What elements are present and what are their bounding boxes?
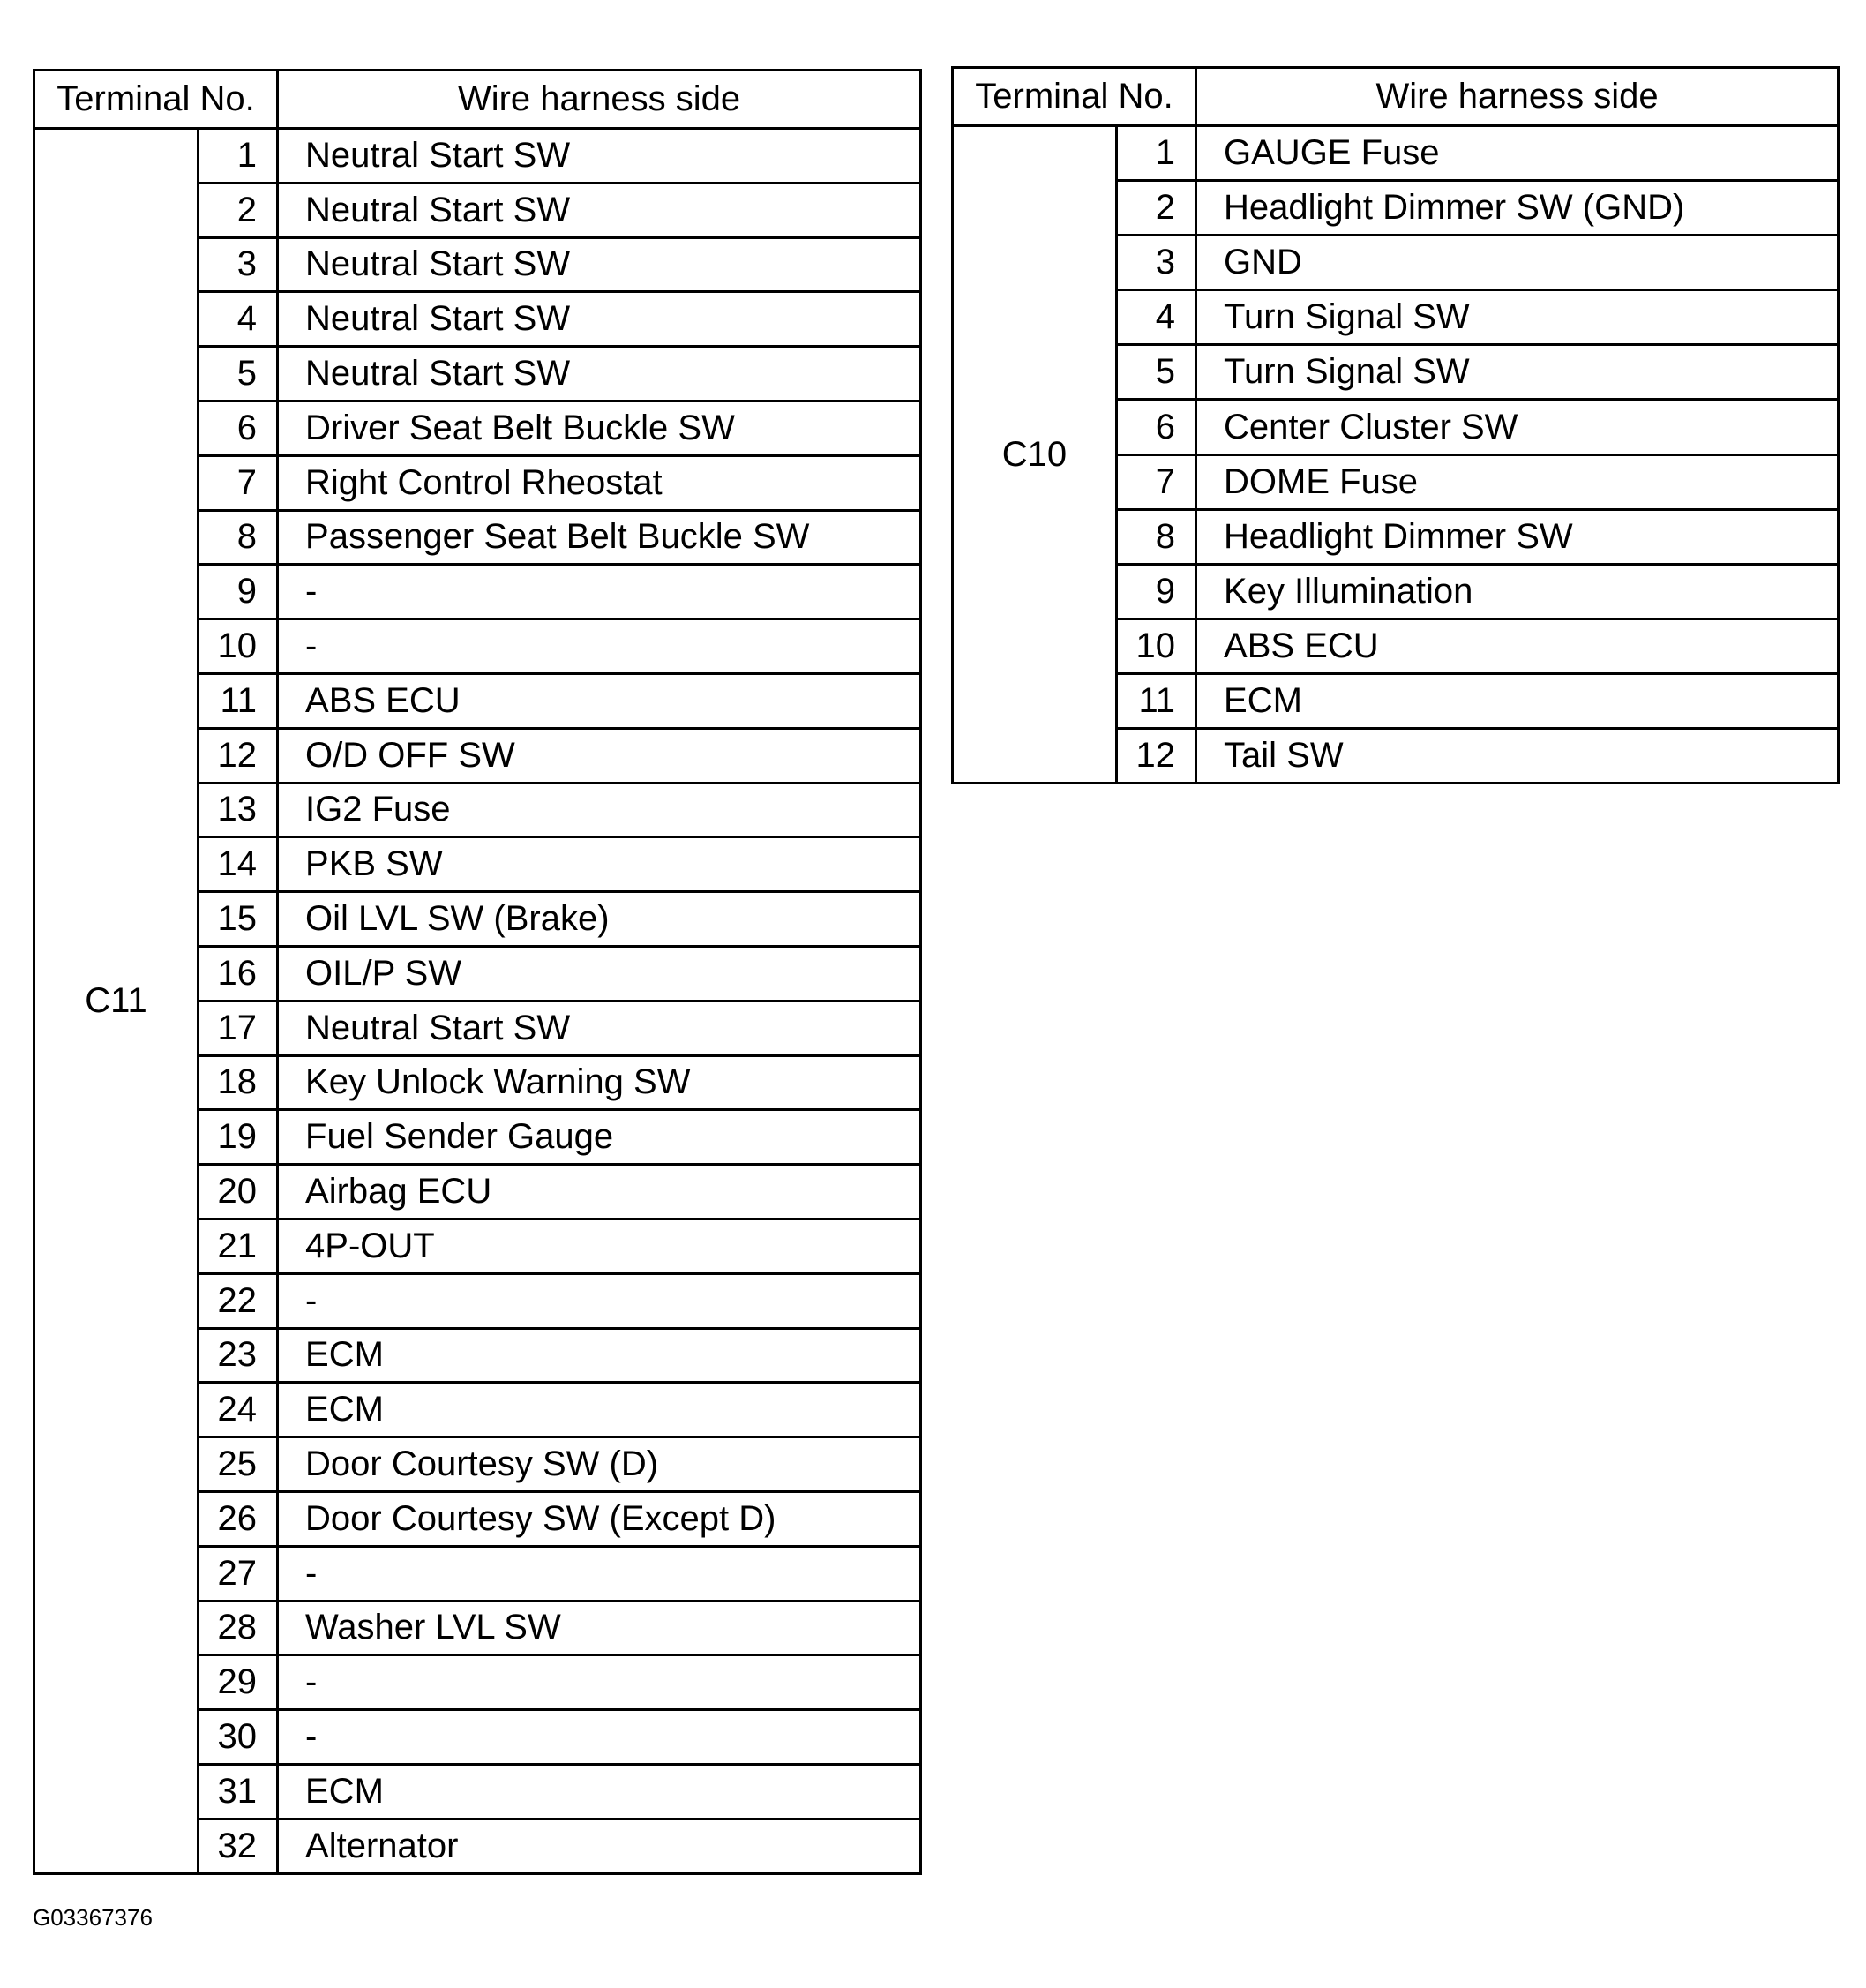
wire-harness-side-value: ABS ECU <box>1196 619 1839 673</box>
terminal-number: 3 <box>199 237 278 292</box>
wire-harness-side-value: Neutral Start SW <box>278 129 921 184</box>
wire-harness-side-value: O/D OFF SW <box>278 728 921 783</box>
terminal-number: 6 <box>1117 400 1196 454</box>
wire-harness-side-value: Neutral Start SW <box>278 237 921 292</box>
terminal-number: 23 <box>199 1328 278 1383</box>
header-wire-harness-side: Wire harness side <box>1196 68 1839 126</box>
wire-harness-side-value: Neutral Start SW <box>278 292 921 347</box>
terminal-number: 29 <box>199 1655 278 1710</box>
terminal-number: 7 <box>199 455 278 510</box>
wire-harness-side-value: Turn Signal SW <box>1196 290 1839 345</box>
header-terminal-no: Terminal No. <box>34 71 278 129</box>
wire-harness-side-value: Neutral Start SW <box>278 347 921 401</box>
terminal-number: 17 <box>199 1001 278 1055</box>
wire-harness-side-value: Headlight Dimmer SW (GND) <box>1196 181 1839 236</box>
figure-id: G03367376 <box>33 1904 153 1931</box>
wire-harness-side-value: Airbag ECU <box>278 1165 921 1219</box>
wire-harness-side-value: Oil LVL SW (Brake) <box>278 892 921 947</box>
terminal-number: 4 <box>199 292 278 347</box>
terminal-number: 15 <box>199 892 278 947</box>
wire-harness-side-value: - <box>278 1710 921 1765</box>
wire-harness-side-value: Fuel Sender Gauge <box>278 1110 921 1165</box>
wire-harness-side-value: Neutral Start SW <box>278 1001 921 1055</box>
connector-label: C10 <box>953 126 1117 784</box>
terminal-number: 22 <box>199 1273 278 1328</box>
terminal-number: 14 <box>199 837 278 892</box>
terminal-number: 10 <box>199 619 278 674</box>
wire-harness-side-value: Right Control Rheostat <box>278 455 921 510</box>
connector-label: C11 <box>34 129 199 1874</box>
wire-harness-side-value: IG2 Fuse <box>278 783 921 837</box>
terminal-number: 8 <box>1117 509 1196 564</box>
terminal-number: 24 <box>199 1383 278 1437</box>
wire-harness-side-value: Door Courtesy SW (Except D) <box>278 1491 921 1546</box>
terminal-number: 2 <box>199 183 278 237</box>
terminal-number: 9 <box>1117 564 1196 619</box>
table-row <box>34 129 921 184</box>
terminal-number: 12 <box>1117 729 1196 784</box>
wire-harness-side-value: Alternator <box>278 1819 921 1873</box>
wire-harness-side-value: Door Courtesy SW (D) <box>278 1437 921 1492</box>
terminal-number: 21 <box>199 1219 278 1273</box>
wire-harness-side-value: - <box>278 1546 921 1601</box>
terminal-number: 2 <box>1117 181 1196 236</box>
terminal-number: 11 <box>199 673 278 728</box>
wire-harness-side-value: Turn Signal SW <box>1196 345 1839 400</box>
wire-harness-side-value: ABS ECU <box>278 673 921 728</box>
wire-harness-side-value: - <box>278 1273 921 1328</box>
wire-harness-side-value: ECM <box>278 1383 921 1437</box>
wire-harness-side-value: - <box>278 1655 921 1710</box>
wire-harness-side-value: Headlight Dimmer SW <box>1196 509 1839 564</box>
terminal-number: 6 <box>199 401 278 455</box>
wire-harness-side-value: OIL/P SW <box>278 946 921 1001</box>
wire-harness-side-value: DOME Fuse <box>1196 454 1839 509</box>
terminal-number: 20 <box>199 1165 278 1219</box>
terminal-number: 32 <box>199 1819 278 1873</box>
terminal-table-c11 <box>33 69 922 1875</box>
wire-harness-side-value: Key Illumination <box>1196 564 1839 619</box>
terminal-number: 28 <box>199 1601 278 1655</box>
terminal-number: 8 <box>199 510 278 565</box>
wire-harness-side-value: GAUGE Fuse <box>1196 126 1839 181</box>
terminal-number: 4 <box>1117 290 1196 345</box>
wire-harness-side-value: - <box>278 619 921 674</box>
terminal-number: 7 <box>1117 454 1196 509</box>
terminal-number: 11 <box>1117 673 1196 728</box>
terminal-number: 1 <box>199 129 278 184</box>
terminal-number: 25 <box>199 1437 278 1492</box>
terminal-number: 19 <box>199 1110 278 1165</box>
wire-harness-side-value: Driver Seat Belt Buckle SW <box>278 401 921 455</box>
terminal-number: 1 <box>1117 126 1196 181</box>
terminal-number: 16 <box>199 946 278 1001</box>
header-terminal-no: Terminal No. <box>953 68 1196 126</box>
header-wire-harness-side: Wire harness side <box>278 71 921 129</box>
wire-harness-side-value: 4P-OUT <box>278 1219 921 1273</box>
wire-harness-side-value: Neutral Start SW <box>278 183 921 237</box>
terminal-number: 26 <box>199 1491 278 1546</box>
table-header-row <box>34 71 921 129</box>
wire-harness-side-value: Center Cluster SW <box>1196 400 1839 454</box>
terminal-table-c10 <box>951 66 1840 784</box>
terminal-number: 27 <box>199 1546 278 1601</box>
table-row <box>953 126 1839 181</box>
wire-harness-side-value: - <box>278 565 921 619</box>
terminal-number: 13 <box>199 783 278 837</box>
terminal-number: 3 <box>1117 236 1196 290</box>
terminal-number: 30 <box>199 1710 278 1765</box>
wire-harness-side-value: Key Unlock Warning SW <box>278 1055 921 1110</box>
wire-harness-side-value: Tail SW <box>1196 729 1839 784</box>
terminal-number: 18 <box>199 1055 278 1110</box>
terminal-number: 5 <box>1117 345 1196 400</box>
wire-harness-side-value: Passenger Seat Belt Buckle SW <box>278 510 921 565</box>
terminal-number: 10 <box>1117 619 1196 673</box>
wire-harness-side-value: ECM <box>1196 673 1839 728</box>
terminal-number: 5 <box>199 347 278 401</box>
wire-harness-side-value: Washer LVL SW <box>278 1601 921 1655</box>
terminal-number: 31 <box>199 1764 278 1819</box>
terminal-number: 9 <box>199 565 278 619</box>
terminal-number: 12 <box>199 728 278 783</box>
wire-harness-side-value: ECM <box>278 1328 921 1383</box>
wire-harness-side-value: GND <box>1196 236 1839 290</box>
wire-harness-side-value: ECM <box>278 1764 921 1819</box>
wire-harness-side-value: PKB SW <box>278 837 921 892</box>
table-header-row <box>953 68 1839 126</box>
